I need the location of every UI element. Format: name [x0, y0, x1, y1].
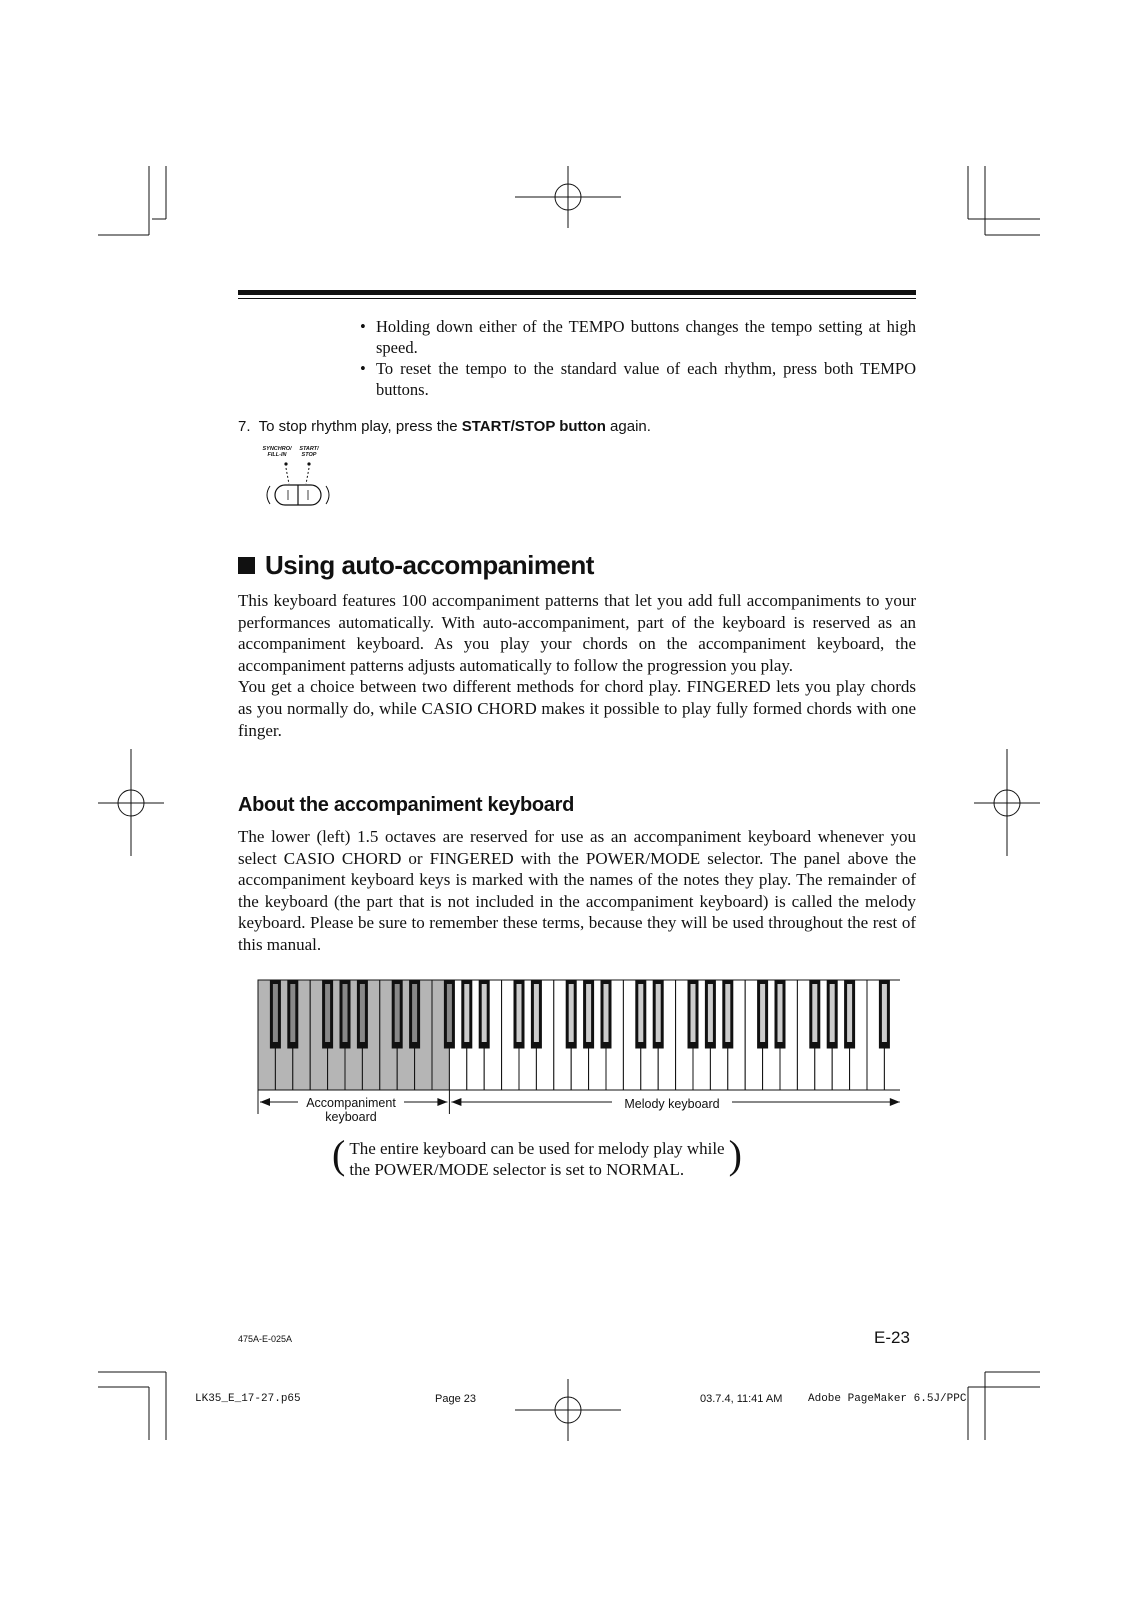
bullet-dot: •: [360, 317, 366, 336]
arrow-left-icon: [260, 1098, 270, 1106]
step-7: [238, 418, 651, 435]
black-key-highlight: [360, 984, 365, 1042]
normal-mode-note: [332, 1132, 742, 1180]
black-key-highlight: [604, 984, 609, 1042]
synchro-label-line: SYNCHRO/: [262, 446, 292, 452]
black-key-highlight: [778, 984, 783, 1042]
square-bullet-icon: [238, 557, 255, 574]
arrow-right-icon: [890, 1098, 900, 1106]
black-key-highlight: [464, 984, 469, 1042]
black-key-highlight: [290, 984, 295, 1042]
black-key-highlight: [638, 984, 643, 1042]
note-line-1: The entire keyboard can be used for melody play while: [349, 1139, 725, 1158]
black-key-highlight: [569, 984, 574, 1042]
black-key-highlight: [273, 984, 278, 1042]
slug-file: LK35_E_17-27.p65: [195, 1393, 301, 1405]
step-7-prefix: 7. To stop rhythm play, press the: [238, 418, 462, 435]
keyboard-diagram: [256, 978, 900, 1123]
accompaniment-label-line-1: Accompaniment: [306, 1096, 396, 1110]
subsection-title: About the accompaniment keyboard: [238, 794, 575, 816]
black-key-highlight: [725, 984, 730, 1042]
subsection-paragraph: The lower (left) 1.5 octaves are reserved for use as an accompaniment keyboard whenever you select CASIO CHORD or FINGERED with the POWER/MODE selector. The panel above the accompaniment keyboard keys is marked with the names of the notes they play. The remainder of the keyboard (the part that is not included in the accompaniment keyboard) is called the melody keyboard. Please be sure to remember these terms, because they will be used throughout the rest of this manual.: [238, 827, 916, 954]
black-key-highlight: [482, 984, 487, 1042]
arrow-right-icon: [437, 1098, 447, 1106]
black-key-highlight: [412, 984, 417, 1042]
bullet-dot: •: [360, 359, 366, 378]
black-key-highlight: [586, 984, 591, 1042]
close-paren: ): [728, 1132, 742, 1177]
black-key-highlight: [325, 984, 330, 1042]
bullet-text: To reset the tempo to the standard value of each rhythm, press both TEMPO buttons.: [376, 359, 916, 399]
section-heading: [238, 550, 594, 581]
melody-keyboard-label: Melody keyboard: [612, 1097, 732, 1111]
step-7-suffix: again.: [605, 418, 651, 435]
black-key-highlight: [395, 984, 400, 1042]
note-line-2: the POWER/MODE selector is set to NORMAL.: [349, 1160, 685, 1179]
bullet-text: Holding down either of the TEMPO buttons changes the tempo setting at high speed.: [376, 317, 916, 357]
black-key-highlight: [882, 984, 887, 1042]
black-key-highlight: [847, 984, 852, 1042]
arrow-left-icon: [451, 1098, 461, 1106]
tempo-bullet-list: [360, 316, 916, 400]
black-key-highlight: [343, 984, 348, 1042]
slug-page: Page 23: [435, 1393, 476, 1405]
slug-app: Adobe PageMaker 6.5J/PPC: [808, 1393, 967, 1405]
black-key-highlight: [534, 984, 539, 1042]
black-key-highlight: [830, 984, 835, 1042]
accompaniment-label-line-2: keyboard: [325, 1110, 377, 1124]
start-stop-button-ref: START/STOP button: [461, 418, 606, 435]
stop-label-line: STOP: [301, 452, 317, 458]
button-panel-diagram: [258, 440, 338, 522]
buttons-icon: [258, 460, 338, 522]
bullet-item: [360, 358, 916, 400]
black-key-highlight: [517, 984, 522, 1042]
black-key-highlight: [760, 984, 765, 1042]
fill-in-label-line: FILL-IN: [267, 452, 287, 458]
start-label-line: START/: [299, 446, 319, 452]
synchro-fill-in-label: [260, 446, 294, 458]
black-key-highlight: [691, 984, 696, 1042]
bullet-item: [360, 316, 916, 358]
section-paragraph-1: This keyboard features 100 accompaniment patterns that let you add full accompaniments to your performances automatically. With auto-accompaniment, part of the keyboard is reserved as an accompaniment keyboard. As you play your chords on the accompaniment keyboard, the accompaniment patterns adjusts automatically to follow the progression you play.: [238, 591, 916, 675]
black-key-highlight: [656, 984, 661, 1042]
header-rule-thin: [238, 298, 916, 299]
section-body: [238, 590, 916, 741]
start-stop-label: [294, 446, 324, 458]
slug-datetime: 03.7.4, 11:41 AM: [700, 1393, 783, 1405]
black-key-highlight: [812, 984, 817, 1042]
note-text: [345, 1138, 728, 1180]
open-paren: (: [332, 1132, 346, 1177]
section-paragraph-2: You get a choice between two different methods for chord play. FINGERED lets you play chords as you normally do, while CASIO CHORD makes it possible to play fully formed chords with one finger.: [238, 677, 916, 740]
accompaniment-keyboard-label: [296, 1096, 406, 1124]
header-rule: [238, 290, 916, 295]
page-number: E-23: [874, 1328, 910, 1347]
black-key-highlight: [447, 984, 452, 1042]
document-code: 475A-E-025A: [238, 1334, 293, 1344]
black-key-highlight: [708, 984, 713, 1042]
section-title: Using auto-accompaniment: [265, 550, 594, 580]
